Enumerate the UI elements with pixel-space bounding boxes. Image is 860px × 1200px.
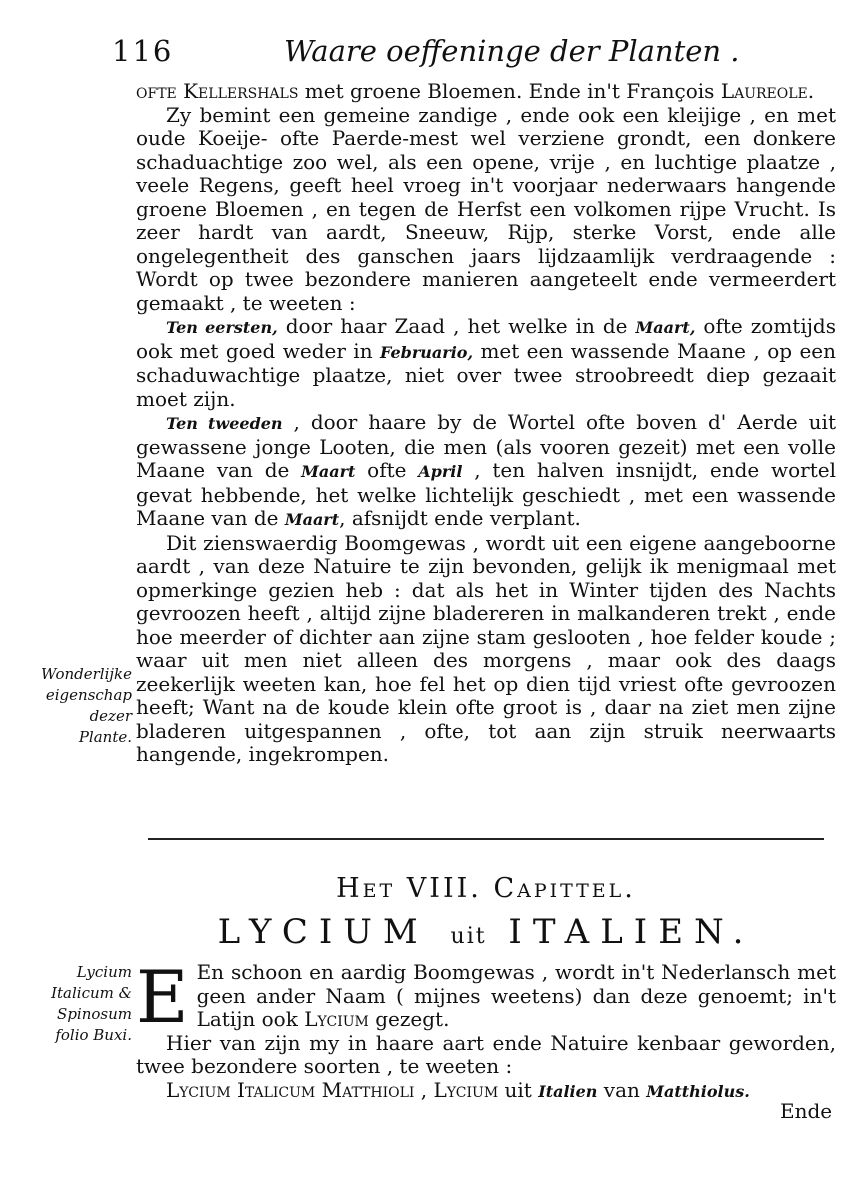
body-text-top — [136, 80, 836, 767]
paragraph-second-method: Ten tweeden , door haare by de Wortel ofte boven d' Aerde uit gewassene jonge Looten, die men (als vooren gezeit) met een volle Maane van de Maart ofte April , ten halven insnijdt, ende wortel gevat hebbende, het welke lichtelijk geschiedt , met een wassende Maane van de Maart, afsnijdt ende verplant. — [136, 410, 837, 530]
chapter-title-italien: ITALIEN. — [508, 912, 755, 952]
body-text-chapter — [136, 955, 836, 1103]
chapter-title — [136, 912, 836, 952]
chapter-paragraph-1: E En schoon en aardig Boomgewas , wordt in't Nederlansch met geen ander Naam ( mijnes weetens) dan deze genoemt; in't Latijn ook Lycium gezegt. — [136, 955, 836, 1039]
paragraph-first-method: Ten eersten, door haar Zaad , het welke in de Maart, ofte zomtijds ook met goed weder in Februario, met een wassende Maane , op een schaduwachtige plaatze, niet over twee stroobreedt diep gezaait moet zijn. — [136, 314, 836, 411]
page-header — [112, 34, 832, 74]
drop-cap: E — [136, 955, 189, 1039]
paragraph-continuation: ofte Kellershals met groene Bloemen. Ende in't François Laureole. — [136, 79, 815, 103]
catchword: Ende — [780, 1099, 833, 1123]
chapter-heading: Het VIII. Capittel. — [336, 873, 636, 904]
section-divider — [148, 838, 824, 840]
chapter-paragraph-3: Lycium Italicum Matthioli , Lycium uit Italien van Matthiolus. — [166, 1077, 750, 1102]
chapter-title-uit: uit — [450, 924, 487, 949]
paragraph-soil: Zy bemint een gemeine zandige , ende ook een kleijige , en met oude Koeije- ofte Paerde-mest wel verziene grondt, een donkere schaduachtige zoo wel, als een opene, vrije , en luchtige plaatze , veele Regens, geeft heel vroeg in't voorjaar nederwaars hangende groene Bloemen , en tegen de Herfst een volkomen rijpe Vrucht. Is zeer hardt van aardt, Sneeuw, Rijp, sterke Vorst, ende alle ongelegentheit des ganschen jaars lijdzaamlijk verdraagende : Wordt op twee bezondere manieren aangeteelt ende vermeerdert gemaakt , te weeten : — [136, 102, 836, 315]
chapter-paragraph-2: Hier van zijn my in haare aart ende Natuire kenbaar geworden, twee bezondere soorten , te weeten : — [136, 1030, 836, 1078]
running-title: Waare oeffeninge der Planten . — [284, 34, 740, 68]
margin-note-wonderlijke: Wonderlijke eigenschap dezer Plante. — [41, 665, 132, 746]
paragraph-observation: Dit zienswaerdig Boomgewas , wordt uit een eigene aangeboorne aardt , van deze Natuire te zijn bevonden, gelijk ik menigmaal met opmerkinge gezien heb : dat als het in Winter tijden des Nachts gevroozen heeft , altijd zijne bladereren in malkanderen trekt , ende hoe meerder of dichter aan zijne stam geslooten , hoe felder koude ; waar uit men niet alleen des morgens , maar ook des daags zeekerlijk weeten kan, hoe fel het op dien tijd vriest ofte gevroozen heeft; Want na de koude klein ofte groot is , daar na ziet men zijne bladeren uitgespannen , ofte, tot aan zijn struik neerwaarts hangende, ingekrompen. — [136, 530, 836, 766]
margin-note-lycium: Lycium Italicum & Spinosum folio Buxi. — [51, 963, 132, 1044]
chapter-title-lycium: LYCIUM — [217, 912, 429, 952]
page-number: 116 — [112, 34, 174, 68]
